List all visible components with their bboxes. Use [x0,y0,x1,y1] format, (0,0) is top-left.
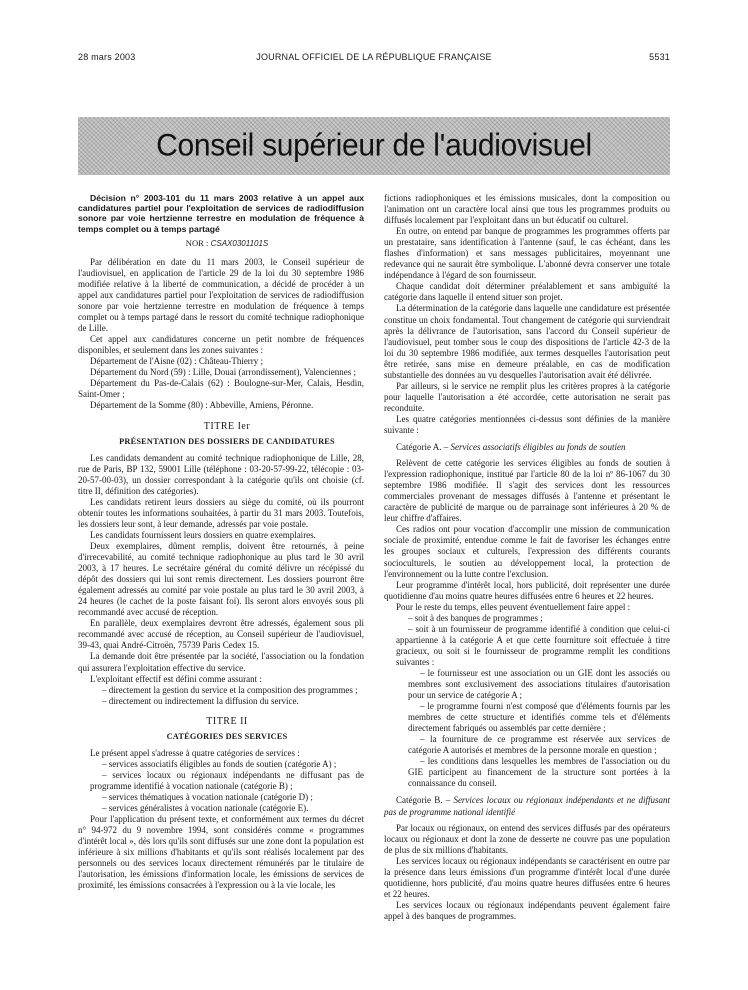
list-item: – directement la gestion du service et la composition des programmes ; [102,684,358,695]
sub-list-item: – la fourniture de ce programme est réservée aux services de catégorie A autorisés et membres de la personne morale en question ; [408,734,670,756]
paragraph: En parallèle, deux exemplaires devront être adressés, également sous pli recommandé avec accusé de réception, au Conseil supérieur de l'audiovisuel, 39-43, quai André-Citroën, 75739 Paris Cedex 15. [78,618,364,651]
sub-list-item: – le fournisseur est une association ou un GIE dont les associés ou membres sont exclusivement des associations titulaires d'autorisation pour un service de catégorie A ; [408,667,670,701]
list-item: – services associatifs éligibles au fonds de soutien (catégorie A) ; [102,758,337,769]
sub-list-item: – les conditions dans lesquelles les membres de l'association ou du GIE participent au financement de la structure sont portées à la connaissance du conseil. [408,756,670,789]
paragraph: Pour l'application du présent texte, et conformément aux termes du décret n° 94-972 du 9 novembre 1994, sont considérés comme « programmes d'intérêt local », dès lors qu'ils sont diffusés sur une zone dont la population est inférieure à six millions d'habitants et qu'ils sont réalisés localement par des personnels ou des services locaux directement rémunérés par le titulaire de l'autorisation, les émissions d'information locale, les émissions de services de proximité, les émissions consacrées à l'expression ou à la vie locale, les [78,814,364,891]
sub-list-item: – le programme fourni n'est composé que d'éléments fournis par les membres de cette structure et identifiés comme tels et d'éléments directement fabriqués ou assemblés par cette dernière ; [408,701,670,734]
section-heading: PRÉSENTATION DES DOSSIERS DE CANDIDATURES [119,436,335,446]
paragraph: En outre, on entend par banque de programmes les programmes offerts par un prestataire, sans identification à l'antenne (sauf, le cas échéant, dans les flashes d'information) et sans messages publicitaires, moyennant une redevance qui ne saurait être symbolique. L'abonné devra conserver une totale indépendance à l'égard de son fournisseur. [384,226,670,281]
paragraph: Le présent appel s'adresse à quatre catégories de services : [90,747,300,758]
list-item: – directement ou indirectement la diffusion du service. [102,695,299,706]
category-b-heading [384,795,670,817]
list-item: – soit à un fournisseur de programme identifié à condition que celui-ci appartienne à la catégorie A et que cette fourniture soit effectuée à titre gracieux, ou soit si le fournisseur de programme remplit les conditions suivantes : [396,623,670,667]
paragraph: Deux exemplaires, dûment remplis, doivent être retournés, à peine d'irrecevabilité, au comité technique radiophonique au plus tard le 30 avril 2003, à 17 heures. Le secrétaire général du comité délivre un récépissé du dépôt des dossiers qui lui sont remis directement. Les dossiers pourront être également adressés au comité par voie postale au plus tard le 30 avril 2003, à 24 heures (le cachet de la poste faisant foi). Ils seront alors envoyés sous pli recommandé avec accusé de réception. [78,540,364,618]
list-item: – soit à des banques de programmes ; [408,612,543,623]
category-title: Services locaux ou régionaux indépendants et ne diffusant pas de programme national identifié [384,795,670,817]
header-page-number: 5531 [649,52,670,62]
nor-line [78,238,364,249]
titre-heading: TITRE Ier [203,420,251,432]
paragraph: Les candidats demandent au comité technique radiophonique de Lille, 28, rue de Paris, BP 132, 59001 Lille (téléphone : 03-20-57-99-22, télécopie : 03-20-57-00-03), un dossier correspondant à la catégorie qu'ils ont choisie (cf. titre II, définition des catégories). [78,452,364,496]
section-banner [78,117,670,175]
paragraph: L'exploitant effectif est défini comme assurant : [90,673,262,684]
titre-heading: TITRE II [206,715,248,727]
paragraph: Leur programme d'intérêt local, hors publicité, doit représenter une durée quotidienne d'au moins quatre heures diffusées entre 6 heures et 22 heures. [384,579,670,601]
zone-item: Département de la Somme (80) : Abbeville, Amiens, Péronne. [90,400,314,411]
list-item: – services généralistes à vocation nationale (catégorie E). [102,803,309,814]
paragraph: Ces radios ont pour vocation d'accomplir une mission de communication sociale de proximité, entendue comme le fait de favoriser les échanges entre les groupes sociaux et culturels, l'expression des différents courants socioculturels, le soutien au développement local, la protection de l'environnement ou la lutte contre l'exclusion. [384,524,670,579]
category-label: Catégorie B. – [396,795,451,806]
category-title: Services associatifs éligibles au fonds de soutien [450,442,626,453]
paragraph: Les services locaux ou régionaux indépendants peuvent également faire appel à des banques de programmes. [384,899,670,921]
paragraph: Par délibération en date du 11 mars 2003, le Conseil supérieur de l'audiovisuel, en application de l'article 29 de la loi du 30 septembre 1986 modifiée relative à la liberté de communication, a décidé de procéder à un appel aux candidatures partiel pour l'exploitation de services de radiodiffusion sonore par voie hertzienne terrestre en modulation de fréquence à temps complet ou à temps partagé dans le ressort du comité technique radiophonique de Lille. [78,256,364,334]
paragraph: Cet appel aux candidatures concerne un petit nombre de fréquences disponibles, et seulement dans les zones suivantes : [78,334,364,356]
section-heading: CATÉGORIES DES SERVICES [166,731,288,741]
paragraph: La demande doit être présentée par la société, l'association ou la fondation qui assurera l'exploitation effective du service. [78,651,364,673]
paragraph: Pour le reste du temps, elles peuvent éventuellement faire appel : [396,601,631,612]
list-item: – services thématiques à vocation nationale (catégorie D) ; [102,791,313,802]
header-date: 28 mars 2003 [78,52,136,62]
category-a-heading [384,442,670,453]
paragraph: fictions radiophoniques et les émissions musicales, dont la composition ou l'animation ont un caractère local ainsi que tous les programmes produits ou diffusés localement par l'exploitant dans un but éducatif ou culturel. [384,193,670,226]
left-column [78,193,364,891]
paragraph: Les services locaux ou régionaux indépendants se caractérisent en outre par la présence dans leurs émissions d'un programme d'intérêt local d'une durée quotidienne, hors publicité, d'au moins quatre heures diffusées entre 6 heures et 22 heures. [384,855,670,899]
page-header [78,52,670,66]
decision-title: Décision n° 2003-101 du 11 mars 2003 relative à un appel aux candidatures partiel pour l'exploitation de services de radiodiffusion sonore par voie hertzienne terrestre en modulation de fréquence à temps complet ou à temps partagé [78,193,364,234]
paragraph: Relèvent de cette catégorie les services éligibles au fonds de soutien à l'expression radiophonique, institué par l'article 80 de la loi nº 86-1067 du 30 septembre 1986 modifiée. Il s'agit des services dont les ressources commerciales provenant de messages diffusés à l'antenne et présentant le caractère de publicité de marque ou de parrainage sont inférieures à 20 % de leur chiffre d'affaires. [384,458,670,524]
right-column [384,193,670,922]
paragraph: Les candidats fournissent leurs dossiers en quatre exemplaires. [90,529,316,540]
zone-item: Département de l'Aisne (02) : Château-Thierry ; [90,356,264,367]
nor-label: NOR : [185,237,209,248]
paragraph: Par ailleurs, si le service ne remplit plus les critères propres à la catégorie pour laquelle l'autorisation a été accordée, cette autorisation ne serait pas reconduite. [384,380,670,413]
zone-item: Département du Nord (59) : Lille, Douai (arrondissement), Valenciennes ; [90,367,357,378]
banner-title: Conseil supérieur de l'audiovisuel [156,128,592,163]
paragraph: Par locaux ou régionaux, on entend des services diffusés par des opérateurs locaux ou régionaux et dont la zone de desserte ne couvre pas une population de plus de six millions d'habitants. [384,822,670,855]
zone-item: Département du Pas-de-Calais (62) : Boulogne-sur-Mer, Calais, Hesdin, Saint-Omer ; [78,378,364,400]
category-label: Catégorie A. – [396,442,449,453]
paragraph: La détermination de la catégorie dans laquelle une candidature est présentée constitue un choix fondamental. Tout changement de catégorie qui surviendrait après la délivrance de l'autorisation, sans l'accord du Conseil supérieur de l'audiovisuel, peut tomber sous le coup des dispositions de l'article 42-3 de la loi du 30 septembre 1986 modifiée, aux termes desquelles l'autorisation peut être retirée, sans mise en demeure préalable, en cas de modification substantielle des données au vu desquelles l'autorisation avait été délivrée. [384,303,670,380]
list-item: – services locaux ou régionaux indépendants ne diffusant pas de programme identifié à vocation nationale (catégorie B) ; [90,769,364,791]
paragraph: Chaque candidat doit déterminer préalablement et sans ambiguïté la catégorie dans laquelle il entend situer son projet. [384,281,670,303]
header-journal-title: JOURNAL OFFICIEL DE LA RÉPUBLIQUE FRANÇAISE [256,52,492,62]
nor-code: CSAX0301101S [210,238,269,248]
paragraph: Les candidats retirent leurs dossiers au siège du comité, où ils pourront obtenir toutes les informations souhaitées, à partir du 31 mars 2003. Toutefois, les dossiers leur sont, à leur demande, adressés par voie postale. [78,496,364,529]
paragraph: Les quatre catégories mentionnées ci-dessus sont définies de la manière suivante : [384,413,670,435]
